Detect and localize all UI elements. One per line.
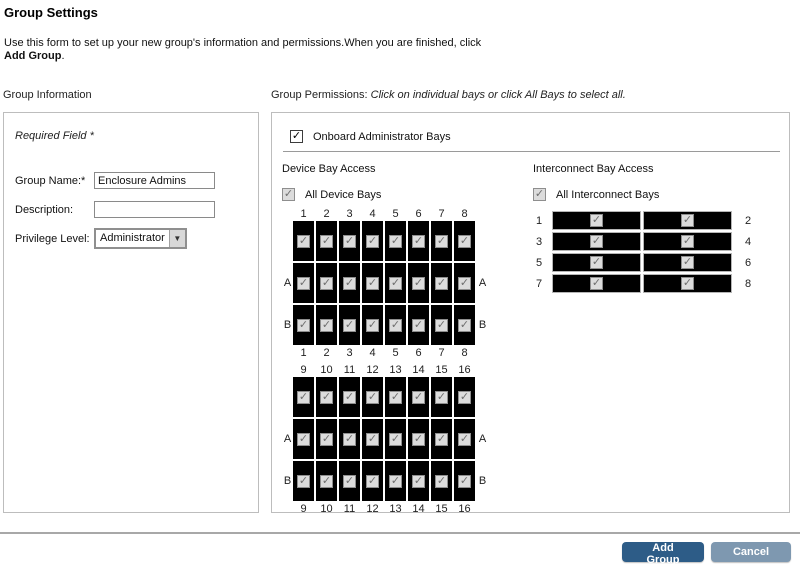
bay-number-label: 3 — [346, 208, 353, 220]
device-bay-cell[interactable] — [362, 461, 383, 501]
bay-number-label: 6 — [415, 347, 422, 359]
bay-number-label: 5 — [392, 208, 399, 220]
checkbox-checked-icon: ✓ — [436, 432, 447, 445]
interconnect-bay-row — [533, 211, 773, 230]
checkbox-checked-icon: ✓ — [298, 474, 309, 487]
group-permissions-panel — [271, 112, 790, 513]
bay-number-label: 16 — [458, 364, 471, 376]
device-bay-grid-1-8 — [282, 208, 497, 359]
checkbox-checked-icon: ✓ — [344, 276, 355, 289]
device-bay-cell[interactable] — [408, 377, 429, 417]
checkbox-checked-icon: ✓ — [321, 432, 332, 445]
required-field-note: Required Field * — [15, 130, 94, 142]
privilege-level-row — [15, 229, 215, 248]
device-bay-cell[interactable] — [431, 377, 452, 417]
bay-number-label: 14 — [412, 503, 425, 515]
checkbox-checked-icon: ✓ — [298, 234, 309, 247]
device-bay-cell[interactable] — [339, 419, 360, 459]
bay-number-label: 16 — [458, 503, 471, 515]
checkbox-checked-icon: ✓ — [367, 474, 378, 487]
bay-number-label: 2 — [323, 208, 330, 220]
intro-text — [4, 37, 482, 63]
checkbox-checked-icon: ✓ — [298, 318, 309, 331]
interconnect-bay-cell[interactable] — [552, 274, 641, 293]
device-bay-cell[interactable] — [454, 377, 475, 417]
bay-number-label: 11 — [343, 503, 356, 515]
bay-number-row — [282, 503, 497, 515]
device-bay-cell[interactable] — [454, 305, 475, 345]
bay-number-label: 12 — [366, 503, 379, 515]
device-bay-cell[interactable] — [316, 305, 337, 345]
group-permissions-label — [271, 89, 781, 101]
device-bay-cell[interactable] — [408, 305, 429, 345]
device-bay-cell[interactable] — [293, 377, 314, 417]
checkbox-checked-icon: ✓ — [413, 390, 424, 403]
checkbox-checked-icon: ✓ — [591, 235, 602, 247]
device-bay-grid-9-16 — [282, 364, 497, 515]
checkbox-checked-icon: ✓ — [344, 390, 355, 403]
device-bay-access-title: Device Bay Access — [282, 163, 376, 175]
device-bay-cell[interactable] — [454, 461, 475, 501]
intro-suffix: . — [61, 50, 65, 62]
bay-row-label: A — [478, 433, 487, 445]
bay-row-label: A — [283, 433, 292, 445]
device-bay-row — [282, 419, 497, 459]
bay-number-row — [282, 208, 497, 220]
checkbox-checked-icon: ✓ — [344, 318, 355, 331]
bay-number-label: 8 — [461, 208, 468, 220]
device-bay-cell[interactable] — [293, 419, 314, 459]
device-bay-cell[interactable] — [339, 461, 360, 501]
bay-row-label: B — [283, 475, 292, 487]
group-permissions-hint: Click on individual bays or click All Bays to select all. — [370, 89, 626, 101]
checkbox-checked-icon: ✓ — [682, 277, 693, 289]
bay-row-label: B — [478, 475, 487, 487]
checkbox-checked-icon: ✓ — [367, 276, 378, 289]
onboard-admin-bays-checkbox[interactable]: ✓ — [291, 130, 302, 142]
device-bay-cell[interactable] — [431, 263, 452, 303]
bay-number-label: 4 — [369, 208, 376, 220]
bay-number-label: 2 — [323, 347, 330, 359]
bay-row-label: A — [478, 277, 487, 289]
checkbox-checked-icon: ✓ — [591, 256, 602, 268]
checkbox-checked-icon: ✓ — [321, 318, 332, 331]
checkbox-checked-icon: ✓ — [682, 235, 693, 247]
cancel-button[interactable]: Cancel — [711, 542, 791, 562]
bay-row-label: B — [283, 319, 292, 331]
checkbox-checked-icon: ✓ — [459, 318, 470, 331]
device-bay-access-section — [282, 163, 497, 516]
checkbox-checked-icon: ✓ — [344, 432, 355, 445]
device-bay-cell[interactable] — [408, 221, 429, 261]
device-bay-cell[interactable] — [454, 419, 475, 459]
footer-divider — [0, 532, 800, 534]
device-bay-cell[interactable] — [316, 377, 337, 417]
checkbox-checked-icon: ✓ — [459, 234, 470, 247]
bay-number-label: 14 — [412, 364, 425, 376]
bay-number-label: 7 — [438, 347, 445, 359]
bay-number-label: 15 — [435, 364, 448, 376]
bay-number-label: 11 — [343, 364, 356, 376]
checkbox-checked-icon: ✓ — [298, 276, 309, 289]
all-device-bays-row — [282, 188, 497, 201]
device-bay-cell[interactable] — [339, 263, 360, 303]
bay-number-label: 2 — [744, 214, 752, 227]
checkbox-checked-icon: ✓ — [390, 276, 401, 289]
bay-number-label: 12 — [366, 364, 379, 376]
bay-number-label: 1 — [300, 208, 307, 220]
bay-number-label: 9 — [300, 503, 307, 515]
device-bay-cell[interactable] — [431, 419, 452, 459]
device-bay-cell[interactable] — [316, 263, 337, 303]
intro-bold-add-group: Add Group — [4, 50, 62, 62]
bay-number-row — [282, 347, 497, 359]
device-bay-cell[interactable] — [316, 461, 337, 501]
checkbox-checked-icon: ✓ — [436, 276, 447, 289]
interconnect-bay-cell[interactable] — [643, 211, 732, 230]
group-information-panel — [3, 112, 259, 513]
checkbox-checked-icon: ✓ — [344, 474, 355, 487]
privilege-level-value: Administrator — [100, 232, 165, 244]
bay-number-label: 7 — [438, 208, 445, 220]
checkbox-checked-icon: ✓ — [459, 474, 470, 487]
checkbox-checked-icon: ✓ — [367, 318, 378, 331]
checkbox-checked-icon: ✓ — [413, 474, 424, 487]
bay-number-label: 8 — [744, 277, 752, 290]
bay-number-label: 1 — [535, 214, 543, 227]
bay-number-label: 7 — [535, 277, 543, 290]
device-bay-cell[interactable] — [454, 221, 475, 261]
checkbox-checked-icon: ✓ — [390, 474, 401, 487]
all-interconnect-bays-label: All Interconnect Bays — [556, 188, 660, 201]
checkbox-checked-icon: ✓ — [390, 390, 401, 403]
checkbox-checked-icon: ✓ — [390, 318, 401, 331]
description-label: Description: — [15, 203, 74, 216]
privilege-level-select[interactable] — [94, 228, 187, 249]
checkbox-checked-icon: ✓ — [459, 276, 470, 289]
interconnect-bay-access-title: Interconnect Bay Access — [533, 163, 654, 175]
group-information-form — [15, 171, 215, 258]
checkbox-checked-icon: ✓ — [321, 474, 332, 487]
checkbox-checked-icon: ✓ — [413, 276, 424, 289]
group-name-input[interactable] — [94, 172, 215, 189]
device-bay-cell[interactable] — [385, 377, 406, 417]
intro-prefix: Use this form to set up your new group's information and permissions.When you are finished, click — [4, 37, 482, 49]
device-bay-cell[interactable] — [431, 305, 452, 345]
checkbox-checked-icon: ✓ — [591, 214, 602, 226]
device-bay-cell[interactable] — [362, 419, 383, 459]
bay-number-label: 13 — [389, 503, 402, 515]
device-bay-cell[interactable] — [408, 461, 429, 501]
bay-number-label: 10 — [320, 364, 333, 376]
group-permissions-label-text: Group Permissions: — [271, 89, 371, 101]
interconnect-bay-cell[interactable] — [643, 232, 732, 251]
bay-number-label: 6 — [744, 256, 752, 269]
device-bay-row — [282, 377, 497, 417]
bay-number-label: 9 — [300, 364, 307, 376]
interconnect-bay-cell[interactable] — [552, 253, 641, 272]
checkbox-checked-icon: ✓ — [298, 432, 309, 445]
checkbox-checked-icon: ✓ — [436, 390, 447, 403]
device-bay-cell[interactable] — [385, 461, 406, 501]
device-bay-cell[interactable] — [362, 377, 383, 417]
bay-number-label: 6 — [415, 208, 422, 220]
device-bay-cell[interactable] — [431, 221, 452, 261]
page-title: Group Settings — [4, 5, 98, 20]
checkbox-checked-icon: ✓ — [436, 234, 447, 247]
group-name-row — [15, 171, 215, 190]
bay-number-label: 10 — [320, 503, 333, 515]
bay-number-label: 5 — [535, 256, 543, 269]
device-bay-cell[interactable] — [339, 221, 360, 261]
device-bay-cell[interactable] — [431, 461, 452, 501]
interconnect-bay-row — [533, 232, 773, 251]
all-device-bays-label: All Device Bays — [305, 188, 382, 201]
device-bay-row — [282, 305, 497, 345]
device-bay-cell[interactable] — [339, 377, 360, 417]
checkbox-checked-icon: ✓ — [682, 256, 693, 268]
bay-number-row — [282, 364, 497, 376]
checkbox-checked-icon: ✓ — [413, 234, 424, 247]
all-interconnect-bays-checkbox[interactable]: ✓ — [534, 188, 545, 200]
add-group-button[interactable]: Add Group — [622, 542, 704, 562]
bay-number-label: 8 — [461, 347, 468, 359]
device-bay-cell[interactable] — [362, 221, 383, 261]
device-bay-cell[interactable] — [408, 419, 429, 459]
bay-row-label: A — [283, 277, 292, 289]
interconnect-bay-cell[interactable] — [552, 232, 641, 251]
device-bay-cell[interactable] — [293, 221, 314, 261]
interconnect-bay-access-section — [533, 163, 773, 295]
checkbox-checked-icon: ✓ — [390, 432, 401, 445]
device-bay-cell[interactable] — [408, 263, 429, 303]
checkbox-checked-icon: ✓ — [367, 234, 378, 247]
permissions-divider — [283, 151, 780, 152]
checkbox-checked-icon: ✓ — [413, 432, 424, 445]
checkbox-checked-icon: ✓ — [321, 234, 332, 247]
device-bay-cell[interactable] — [385, 263, 406, 303]
checkbox-checked-icon: ✓ — [390, 234, 401, 247]
interconnect-bay-grid — [533, 211, 773, 293]
device-bay-cell[interactable] — [316, 221, 337, 261]
checkbox-checked-icon: ✓ — [459, 432, 470, 445]
interconnect-bay-cell[interactable] — [552, 211, 641, 230]
device-bay-cell[interactable] — [362, 305, 383, 345]
group-name-label: Group Name:* — [15, 174, 86, 187]
checkbox-checked-icon: ✓ — [367, 432, 378, 445]
checkbox-checked-icon: ✓ — [344, 234, 355, 247]
checkbox-checked-icon: ✓ — [298, 390, 309, 403]
bay-number-label: 4 — [744, 235, 752, 248]
group-information-label: Group Information — [3, 89, 92, 101]
device-bay-cell[interactable] — [339, 305, 360, 345]
checkbox-checked-icon: ✓ — [436, 474, 447, 487]
device-bay-row — [282, 221, 497, 261]
description-row — [15, 200, 215, 219]
checkbox-checked-icon: ✓ — [367, 390, 378, 403]
description-input[interactable] — [94, 201, 215, 218]
checkbox-checked-icon: ✓ — [591, 277, 602, 289]
device-bay-cell[interactable] — [362, 263, 383, 303]
chevron-down-icon[interactable]: ▼ — [169, 230, 185, 247]
interconnect-bay-cell[interactable] — [643, 274, 732, 293]
device-bay-cell[interactable] — [454, 263, 475, 303]
device-bay-cell[interactable] — [293, 263, 314, 303]
bay-number-label: 3 — [535, 235, 543, 248]
interconnect-bay-row — [533, 253, 773, 272]
checkbox-checked-icon: ✓ — [321, 276, 332, 289]
all-device-bays-checkbox[interactable]: ✓ — [283, 188, 294, 200]
device-bay-cell[interactable] — [385, 305, 406, 345]
checkbox-checked-icon: ✓ — [413, 318, 424, 331]
checkbox-checked-icon: ✓ — [459, 390, 470, 403]
device-bay-row — [282, 461, 497, 501]
bay-number-label: 4 — [369, 347, 376, 359]
bay-number-label: 15 — [435, 503, 448, 515]
bay-number-label: 13 — [389, 364, 402, 376]
checkbox-checked-icon: ✓ — [682, 214, 693, 226]
device-bay-cell[interactable] — [385, 221, 406, 261]
bay-row-label: B — [478, 319, 487, 331]
checkbox-checked-icon: ✓ — [321, 390, 332, 403]
checkbox-checked-icon: ✓ — [436, 318, 447, 331]
all-interconnect-bays-row — [533, 188, 773, 201]
privilege-level-label: Privilege Level: — [15, 232, 90, 245]
device-bay-row — [282, 263, 497, 303]
device-bay-cell[interactable] — [385, 419, 406, 459]
interconnect-bay-row — [533, 274, 773, 293]
device-bay-cell[interactable] — [293, 461, 314, 501]
onboard-admin-bays-row — [290, 130, 451, 143]
bay-number-label: 3 — [346, 347, 353, 359]
device-bay-cell[interactable] — [316, 419, 337, 459]
onboard-admin-bays-label: Onboard Administrator Bays — [313, 130, 451, 143]
bay-number-label: 5 — [392, 347, 399, 359]
device-bay-cell[interactable] — [293, 305, 314, 345]
footer-buttons — [622, 542, 791, 566]
interconnect-bay-cell[interactable] — [643, 253, 732, 272]
bay-number-label: 1 — [300, 347, 307, 359]
